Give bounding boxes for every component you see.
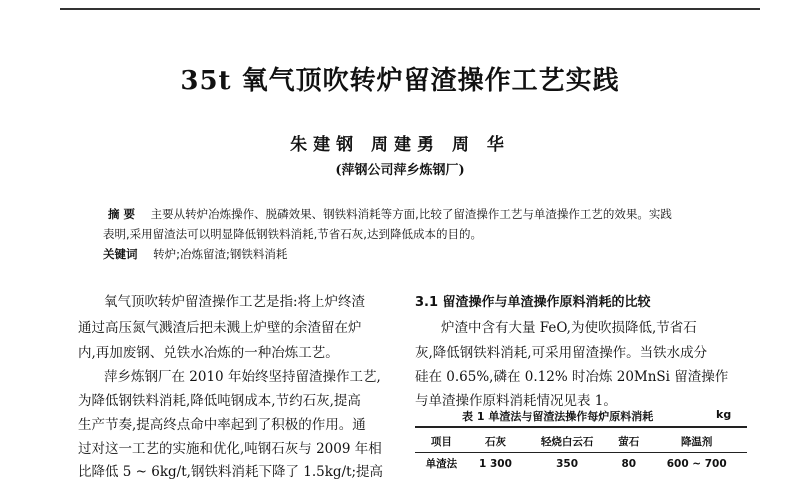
table-unit: kg	[716, 408, 732, 421]
table-header-cell: 石灰	[468, 428, 523, 453]
left-para-line-8: 比降低 5 ~ 6kg/t,钢铁料消耗下降了 1.5kg/t;提高	[78, 464, 384, 480]
keywords-line	[103, 246, 287, 262]
right-para-line-1: 炉渣中含有大量 FeO,为使吹损降低,节省石	[441, 320, 697, 336]
left-para-line-2: 通过高压氮气溅渣后把未溅上炉壁的余渣留在炉	[78, 320, 362, 336]
right-para-line-2: 灰,降低钢铁料消耗,可采用留渣操作。当铁水成分	[415, 345, 708, 361]
author-list: 朱建钢 周建勇 周 华	[290, 135, 510, 155]
abstract-text-2: 表明,采用留渣法可以明显降低钢铁料消耗,节省石灰,达到降低成本的目的。	[103, 227, 482, 241]
left-para-line-3: 内,再加废钢、兑铁水冶炼的一种冶炼工艺。	[78, 345, 339, 361]
table-cell: 单渣法	[425, 458, 458, 470]
table-cell: 80	[621, 457, 637, 470]
table-caption: 表 1 单渣法与留渣法操作每炉原料消耗	[462, 410, 654, 423]
table-header-row	[415, 428, 747, 453]
left-para-line-7: 过对这一工艺的实施和优化,吨钢石灰与 2009 年相	[78, 441, 382, 457]
keywords-label: 关键词	[103, 247, 138, 261]
left-para-line-4: 萍乡炼钢厂在 2010 年始终坚持留渣操作工艺,	[104, 369, 381, 385]
table-header-cell: 轻烧白云石	[523, 428, 611, 453]
article-title: 35t 氧气顶吹转炉留渣操作工艺实践	[180, 66, 620, 96]
table-row	[415, 453, 747, 475]
right-para-line-4: 与单渣操作原料消耗情况见表 1。	[415, 393, 617, 409]
table-header-cell: 降温剂	[646, 428, 747, 453]
consumption-table	[415, 428, 747, 474]
right-para-line-3: 硅在 0.65%,磷在 0.12% 时冶炼 20MnSi 留渣操作	[415, 369, 729, 385]
left-para-line-6: 生产节奏,提高终点命中率起到了积极的作用。通	[78, 417, 366, 433]
table-cell: 1 300	[479, 457, 512, 470]
left-para-line-1: 氧气顶吹转炉留渣操作工艺是指:将上炉终渣	[104, 294, 366, 310]
page-header-rule	[60, 8, 760, 10]
affiliation: (萍钢公司萍乡炼钢厂)	[335, 163, 465, 178]
left-para-line-5: 为降低钢铁料消耗,降低吨钢成本,节约石灰,提高	[78, 393, 361, 409]
table-header-cell: 项目	[415, 428, 468, 453]
table-cell: 600 ~ 700	[666, 457, 727, 470]
abstract-line-1	[108, 206, 672, 222]
table-header-cell: 萤石	[611, 428, 646, 453]
table-cell: 350	[556, 457, 579, 470]
keywords-text: 转炉;冶炼留渣;钢铁料消耗	[153, 247, 288, 261]
abstract-text-1: 主要从转炉冶炼操作、脱磷效果、钢铁料消耗等方面,比较了留渣操作工艺与单渣操作工艺的效果。实践	[150, 207, 672, 221]
section-heading: 3.1 留渣操作与单渣操作原料消耗的比较	[415, 295, 651, 310]
abstract-label: 摘 要	[108, 207, 136, 221]
